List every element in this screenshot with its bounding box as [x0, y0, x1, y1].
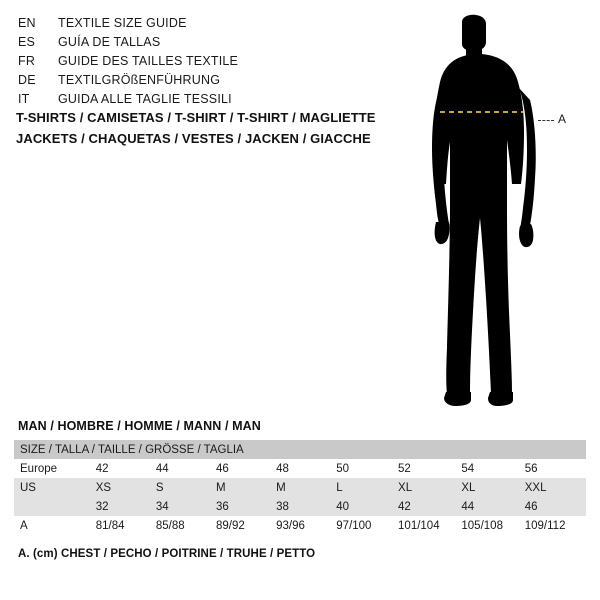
row-label: A	[14, 516, 94, 535]
cell: L	[334, 478, 396, 497]
table-row	[14, 459, 586, 478]
cell: 32	[94, 497, 154, 516]
language-text: GUIDE DES TAILLES TEXTILE	[58, 54, 239, 68]
table-header-label: SIZE / TALLA / TAILLE / GRÖSSE / TAGLIA	[14, 440, 586, 459]
language-row	[18, 54, 378, 73]
language-text: GUIDA ALLE TAGLIE TESSILI	[58, 92, 232, 106]
category-headings	[16, 110, 416, 152]
language-code: IT	[18, 92, 30, 106]
cell: 93/96	[274, 516, 334, 535]
cell: 56	[523, 459, 586, 478]
cell: 50	[334, 459, 396, 478]
size-table	[14, 440, 586, 535]
cell: XXL	[523, 478, 586, 497]
row-label	[14, 497, 94, 516]
measure-label-a: A	[558, 112, 567, 126]
cell: 40	[334, 497, 396, 516]
language-code: FR	[18, 54, 36, 68]
cell: 89/92	[214, 516, 274, 535]
row-label: US	[14, 478, 94, 497]
language-code: DE	[18, 73, 36, 87]
measure-leader-line	[538, 120, 554, 121]
category-tshirts: T-SHIRTS / CAMISETAS / T-SHIRT / T-SHIRT / MAGLIETTE	[16, 110, 376, 125]
language-row	[18, 92, 378, 111]
table-row	[14, 497, 586, 516]
cell: 38	[274, 497, 334, 516]
cell: 44	[154, 459, 214, 478]
language-text: GUÍA DE TALLAS	[58, 35, 161, 49]
cell: 105/108	[459, 516, 522, 535]
language-text: TEXTILGRÖßENFÜHRUNG	[58, 73, 221, 87]
cell: XS	[94, 478, 154, 497]
table-group-title: MAN / HOMBRE / HOMME / MANN / MAN	[18, 419, 261, 433]
cell: S	[154, 478, 214, 497]
cell: 109/112	[523, 516, 586, 535]
language-row	[18, 35, 378, 54]
language-code: EN	[18, 16, 36, 30]
cell: 42	[396, 497, 459, 516]
language-row	[18, 16, 378, 35]
male-figure-illustration	[390, 8, 590, 408]
cell: 81/84	[94, 516, 154, 535]
cell: 36	[214, 497, 274, 516]
cell: 97/100	[334, 516, 396, 535]
cell: XL	[396, 478, 459, 497]
cell: M	[214, 478, 274, 497]
language-row	[18, 73, 378, 92]
cell: 46	[523, 497, 586, 516]
cell: 52	[396, 459, 459, 478]
cell: 42	[94, 459, 154, 478]
cell: 54	[459, 459, 522, 478]
cell: 34	[154, 497, 214, 516]
language-text: TEXTILE SIZE GUIDE	[58, 16, 187, 30]
cell: 48	[274, 459, 334, 478]
silhouette-svg	[390, 8, 590, 408]
language-list	[18, 16, 378, 111]
cell: 44	[459, 497, 522, 516]
language-code: ES	[18, 35, 36, 49]
row-label: Europe	[14, 459, 94, 478]
table-footnote: A. (cm) CHEST / PECHO / POITRINE / TRUHE / PETTO	[18, 548, 316, 560]
table-row	[14, 516, 586, 535]
category-jackets: JACKETS / CHAQUETAS / VESTES / JACKEN / GIACCHE	[16, 131, 371, 146]
table-header-row	[14, 440, 586, 459]
cell: M	[274, 478, 334, 497]
cell: 85/88	[154, 516, 214, 535]
cell: XL	[459, 478, 522, 497]
cell: 46	[214, 459, 274, 478]
cell: 101/104	[396, 516, 459, 535]
table-row	[14, 478, 586, 497]
